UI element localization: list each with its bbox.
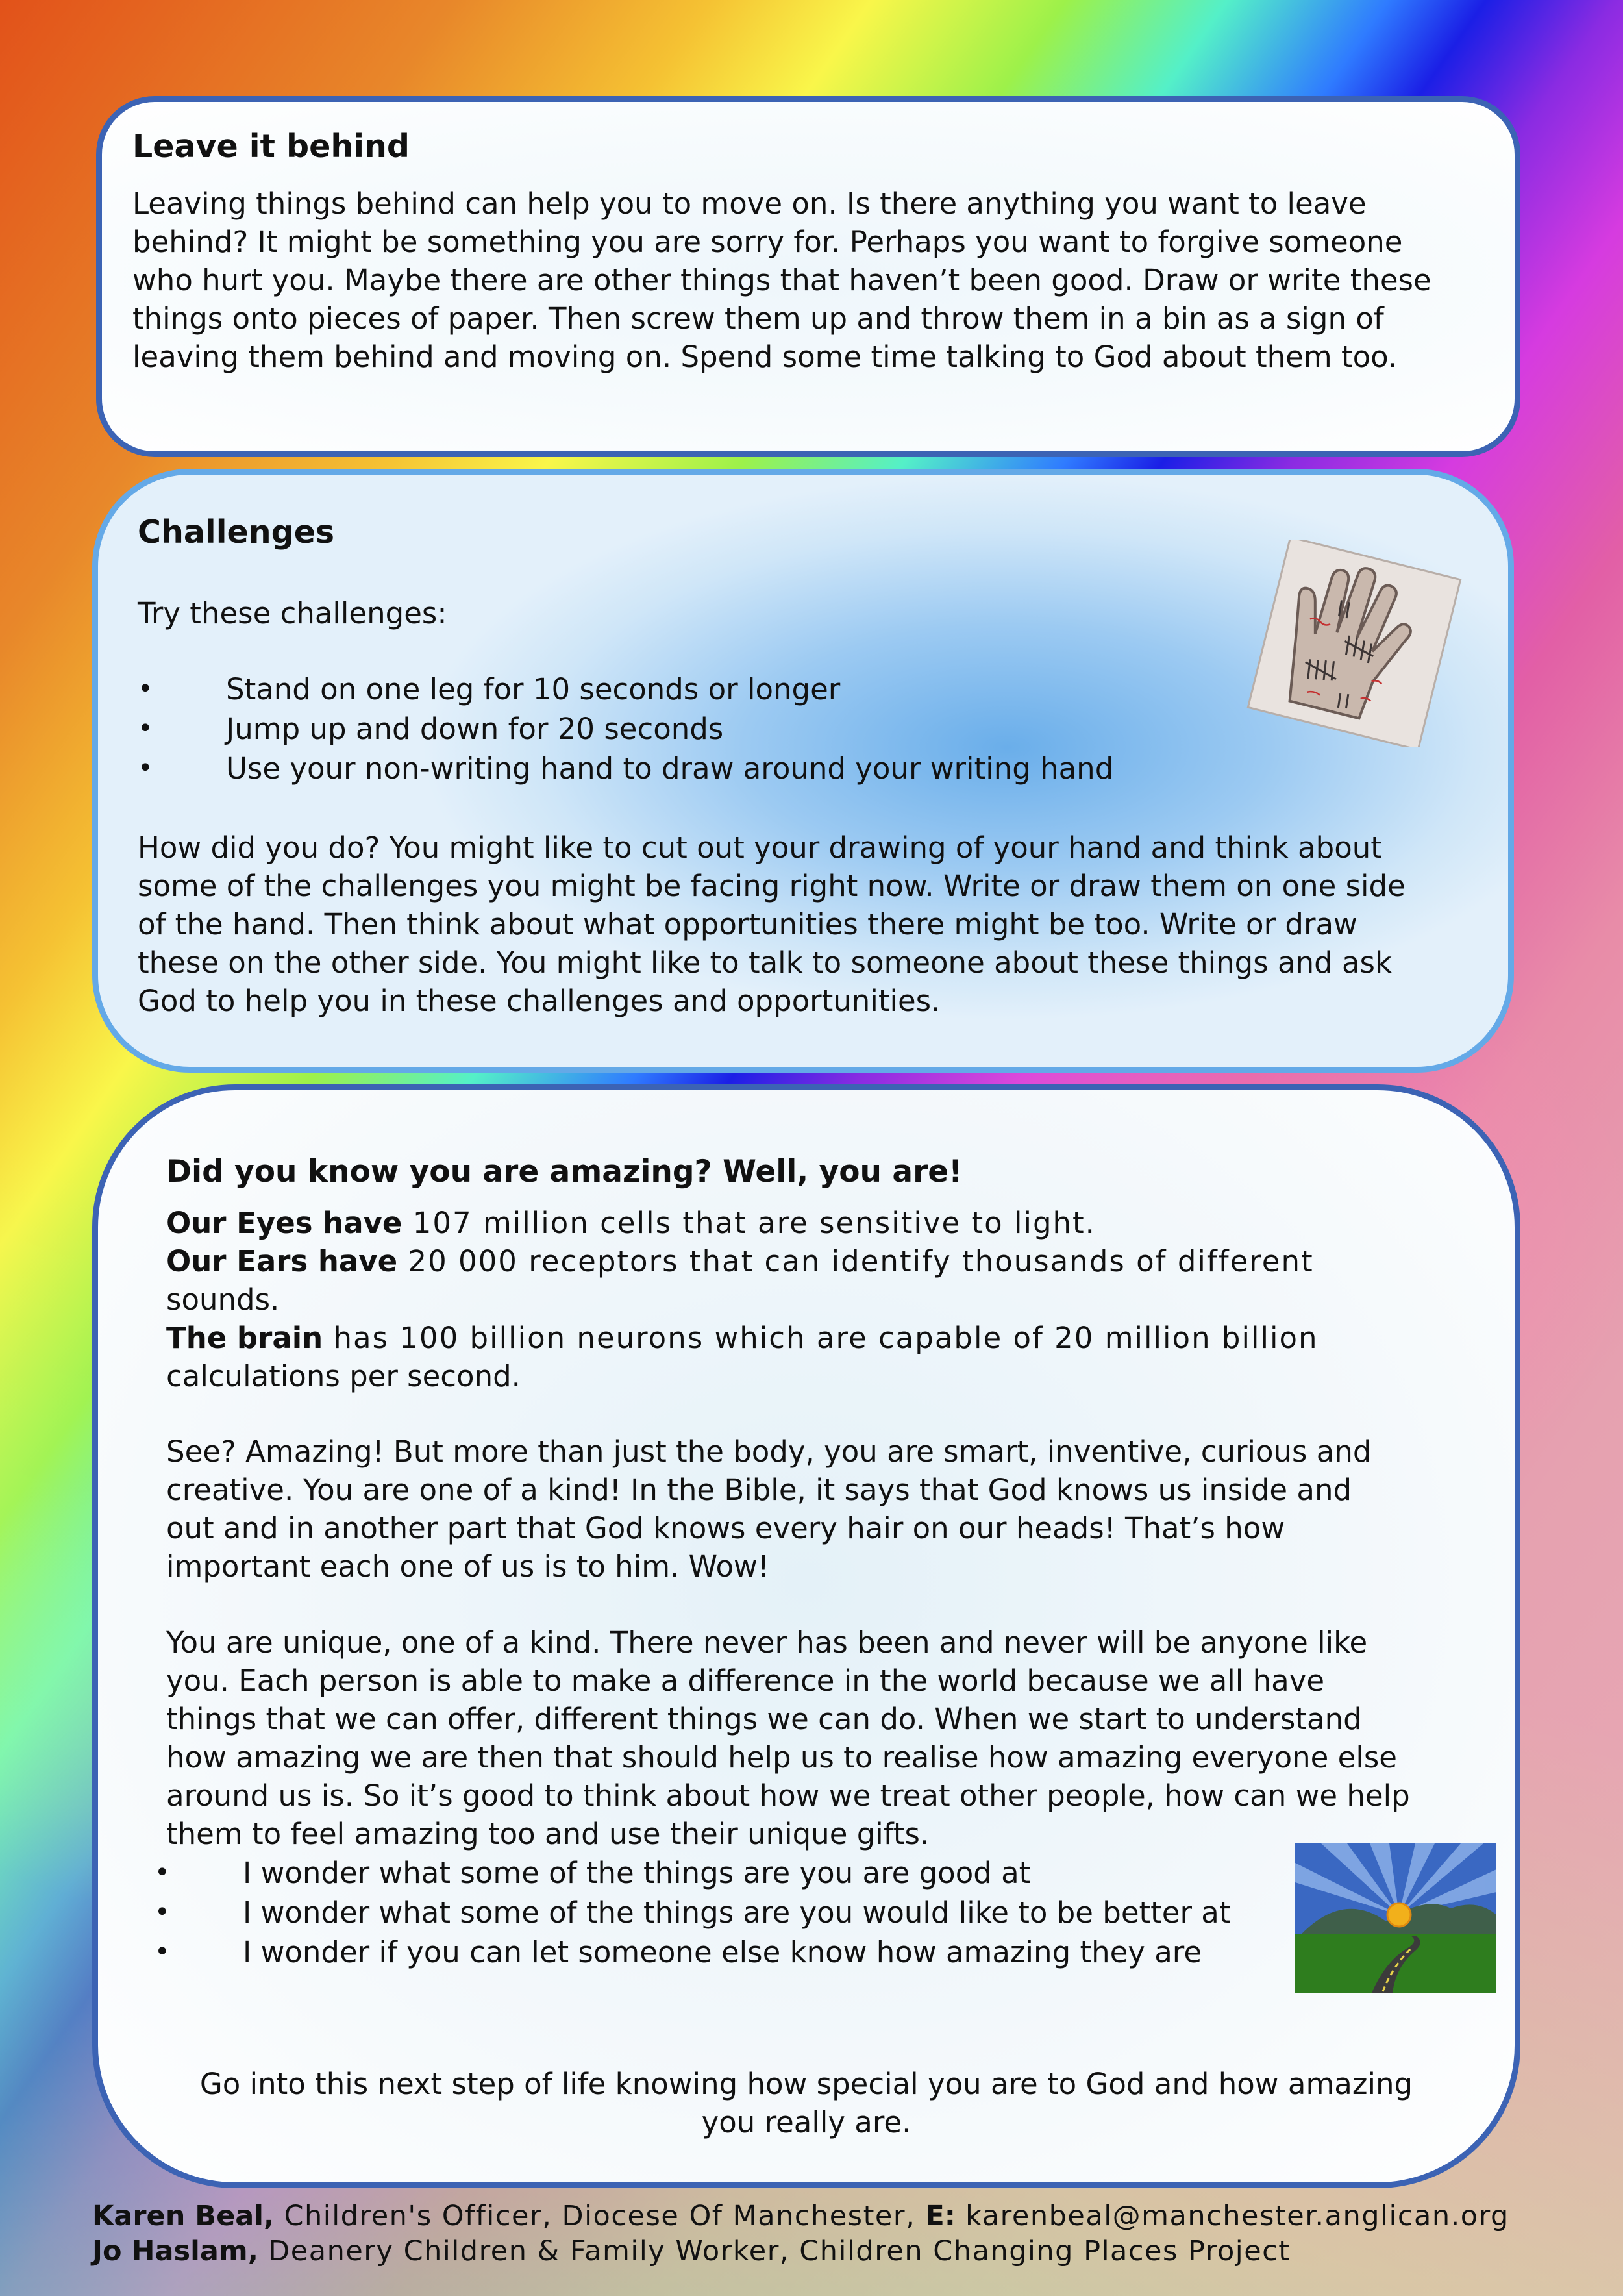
challenges-heading: Challenges — [138, 514, 335, 551]
text-line: these on the other side. You might like to talk to someone about these things and ask — [138, 945, 1393, 980]
text-line: of the hand. Then think about what opportunities there might be too. Write or draw — [138, 907, 1357, 942]
person1-name: Karen Beal, — [92, 2200, 275, 2232]
challenges-intro: Try these challenges: — [138, 596, 447, 630]
email-address[interactable]: karenbeal@manchester.anglican.org — [955, 2200, 1509, 2232]
hand-drawing-photo-icon — [1244, 540, 1465, 747]
list-item: • Jump up and down for 20 seconds — [226, 709, 1113, 749]
ears-text: 20 000 receptors that can identify thousands of different — [397, 1244, 1314, 1279]
person2-name: Jo Haslam, — [92, 2235, 259, 2267]
brain-fact-continued: calculations per second. — [166, 1359, 521, 1393]
leave-it-behind-text — [132, 184, 1431, 376]
leave-it-behind-heading: Leave it behind — [132, 128, 410, 165]
text-line: See? Amazing! But more than just the body, you are smart, inventive, curious and — [166, 1434, 1372, 1469]
text-line: God to help you in these challenges and opportunities. — [138, 984, 941, 1018]
text-line: some of the challenges you might be facing right now. Write or draw them on one side — [138, 869, 1406, 903]
text-line: around us is. So it’s good to think about how we treat other people, how can we help — [166, 1778, 1410, 1813]
amazing-heading: Did you know you are amazing? Well, you are! — [166, 1154, 963, 1190]
text-line: behind? It might be something you are sorry for. Perhaps you want to forgive someone — [132, 225, 1403, 259]
leave-it-behind-panel — [96, 96, 1520, 457]
sunrise-road-picture-icon — [1295, 1843, 1496, 1993]
amazing-paragraph-1 — [166, 1432, 1371, 1586]
ears-fact — [166, 1242, 1319, 1280]
ears-fact-continued: sounds. — [166, 1282, 280, 1317]
eyes-text: 107 million cells that are sensitive to light. — [402, 1206, 1096, 1240]
brain-label: The brain — [166, 1321, 323, 1355]
challenges-list — [226, 669, 1113, 788]
ears-label: Our Ears have — [166, 1244, 398, 1279]
list-item: • Use your non-writing hand to draw around your writing hand — [226, 749, 1113, 788]
brain-text: has 100 billion neurons which are capable of 20 million billion — [323, 1321, 1319, 1355]
amazing-paragraph-2 — [166, 1623, 1410, 1853]
text-line: things onto pieces of paper. Then screw them up and throw them in a bin as a sign of — [132, 301, 1384, 336]
amazing-panel — [92, 1084, 1520, 2188]
footer-contact-2 — [92, 2235, 1291, 2267]
text-line: you really are. — [701, 2105, 911, 2140]
list-item: • I wonder if you can let someone else know how amazing they are — [243, 1932, 1231, 1972]
text-line: creative. You are one of a kind! In the Bible, it says that God knows us inside and — [166, 1473, 1352, 1507]
text-line: You are unique, one of a kind. There never has been and never will be anyone like — [166, 1625, 1368, 1660]
text-line: things that we can offer, different things we can do. When we start to understand — [166, 1702, 1362, 1736]
text-line: how amazing we are then that should help us to realise how amazing everyone else — [166, 1740, 1397, 1775]
footer-contact-1 — [92, 2200, 1509, 2232]
text-line: who hurt you. Maybe there are other things that haven’t been good. Draw or write these — [132, 263, 1431, 297]
list-item: • I wonder what some of the things are you would like to be better at — [243, 1893, 1231, 1932]
text-line: Leaving things behind can help you to move on. Is there anything you want to leave — [132, 186, 1367, 221]
amazing-facts — [166, 1204, 1319, 1395]
text-line: you. Each person is able to make a difference in the world because we all have — [166, 1664, 1325, 1698]
text-line: out and in another part that God knows every hair on our heads! That’s how — [166, 1511, 1285, 1545]
brain-fact — [166, 1319, 1319, 1357]
challenges-panel — [92, 469, 1514, 1073]
person2-role: Deanery Children & Family Worker, Children Changing Places Project — [258, 2235, 1291, 2267]
list-item: • Stand on one leg for 10 seconds or longer — [226, 669, 1113, 709]
eyes-label: Our Eyes have — [166, 1206, 403, 1240]
text-line: leaving them behind and moving on. Spend some time talking to God about them too. — [132, 340, 1398, 374]
text-line: them to feel amazing too and use their unique gifts. — [166, 1817, 930, 1851]
closing-statement — [98, 2065, 1515, 2141]
person1-role: Children's Officer, Diocese Of Manchester, — [274, 2200, 926, 2232]
wonder-list — [243, 1853, 1231, 1972]
list-item: • I wonder what some of the things are you are good at — [243, 1853, 1231, 1893]
email-label: E: — [925, 2200, 956, 2232]
challenges-paragraph — [138, 829, 1406, 1020]
eyes-fact — [166, 1204, 1319, 1242]
text-line: Go into this next step of life knowing how special you are to God and how amazing — [199, 2067, 1413, 2101]
text-line: How did you do? You might like to cut out your drawing of your hand and think about — [138, 830, 1382, 865]
text-line: important each one of us is to him. Wow! — [166, 1549, 769, 1584]
